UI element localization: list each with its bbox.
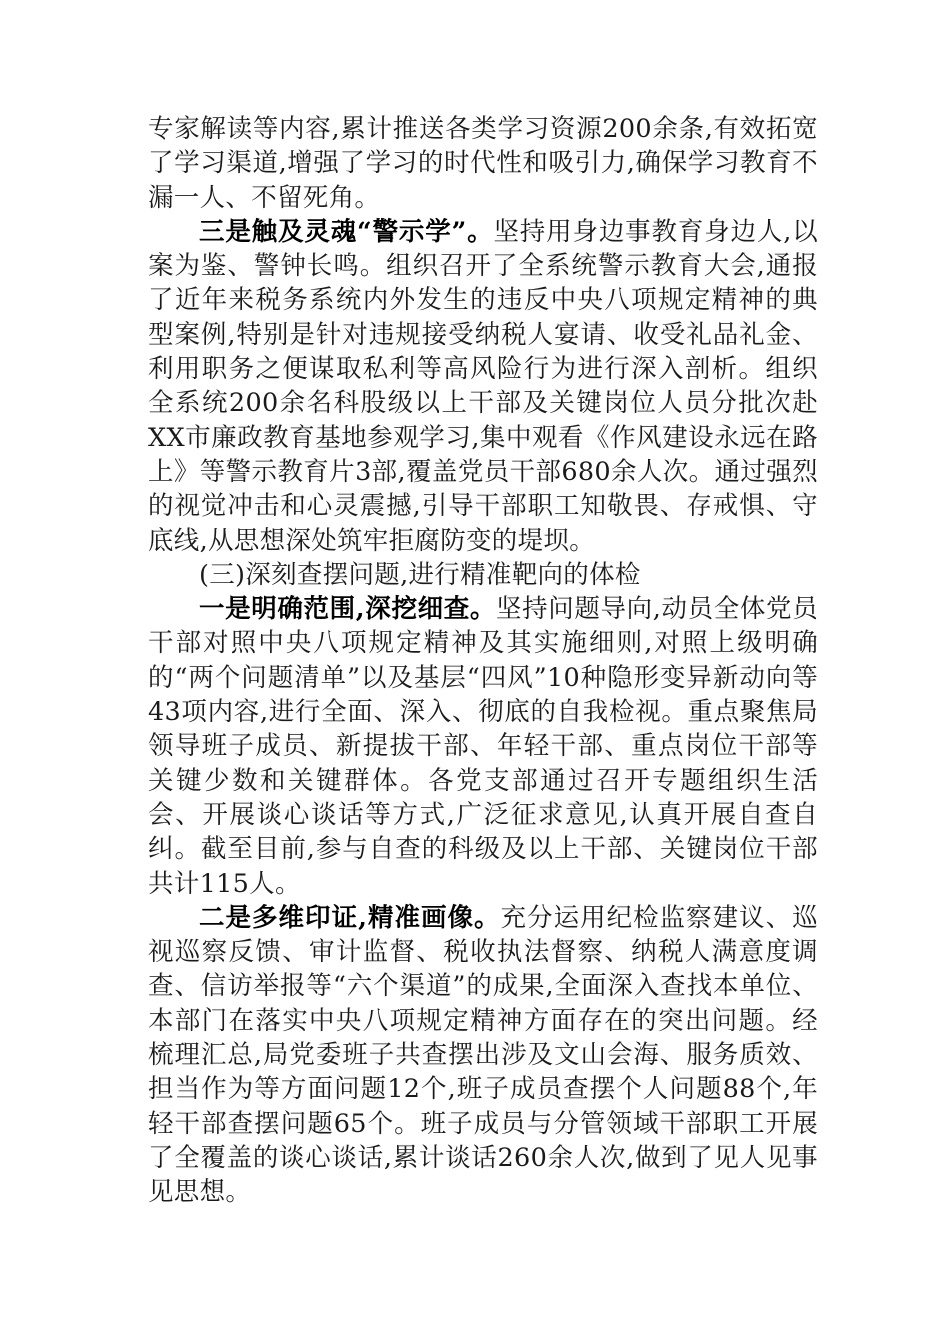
paragraph-text: 坚持用身边事教育身边人,以案为鉴、警钟长鸣。组织召开了全系统警示教育大会,通报了近年来税务系统内外发生的违反中央八项规定精神的典型案例,特别是针对违规接受纳税人宴请、收受礼品礼金、利用职务之便谋取私利等高风险行为进行深入剖析。组织全系统200余名科股级以上干部及关键岗位人员分批次赴XX市廉政教育基地参观学习,集中观看《作风建设永远在路上》等警示教育片3部,覆盖党员干部680余人次。通过强烈的视觉冲击和心灵震撼,引导干部职工知敬畏、存戒惧、守底线,从思想深处筑牢拒腐防变的堤坝。 <box>148 216 818 556</box>
document-page <box>148 112 818 1210</box>
paragraph-continuation <box>148 112 818 215</box>
paragraph-scope <box>148 592 818 901</box>
section-heading-text: (三)深刻查摆问题,进行精准靶向的体检 <box>199 559 641 590</box>
paragraph-text: 专家解读等内容,累计推送各类学习资源200余条,有效拓宽了学习渠道,增强了学习的时代性和吸引力,确保学习教育不漏一人、不留死角。 <box>148 114 818 213</box>
section-heading <box>148 558 818 592</box>
paragraph-text: 坚持问题导向,动员全体党员干部对照中央八项规定精神及其实施细则,对照上级明确的“两个问题清单”以及基层“四风”10种隐形变异新动向等43项内容,进行全面、深入、彻底的自我检视。重点聚焦局领导班子成员、新提拔干部、年轻干部、重点岗位干部等关键少数和关键群体。各党支部通过召开专题组织生活会、开展谈心谈话等方式,广泛征求意见,认真开展自查自纠。截至目前,参与自查的科级及以上干部、关键岗位干部共计115人。 <box>148 594 818 899</box>
paragraph-lead: 一是明确范围,深挖细查。 <box>199 594 496 625</box>
paragraph-verification <box>148 901 818 1210</box>
paragraph-text: 充分运用纪检监察建议、巡视巡察反馈、审计监督、税收执法督察、纳税人满意度调查、信访举报等“六个渠道”的成果,全面深入查找本单位、本部门在落实中央八项规定精神方面存在的突出问题。经梳理汇总,局党委班子共查摆出涉及文山会海、服务质效、担当作为等方面问题12个,班子成员查摆个人问题88个,年轻干部查摆问题65个。班子成员与分管领域干部职工开展了全覆盖的谈心谈话,累计谈话260余人次,做到了见人见事见思想。 <box>148 902 818 1208</box>
paragraph-lead: 三是触及灵魂“警示学”。 <box>199 216 494 247</box>
paragraph-lead: 二是多维印证,精准画像。 <box>199 902 501 933</box>
paragraph-warning-study <box>148 215 818 558</box>
